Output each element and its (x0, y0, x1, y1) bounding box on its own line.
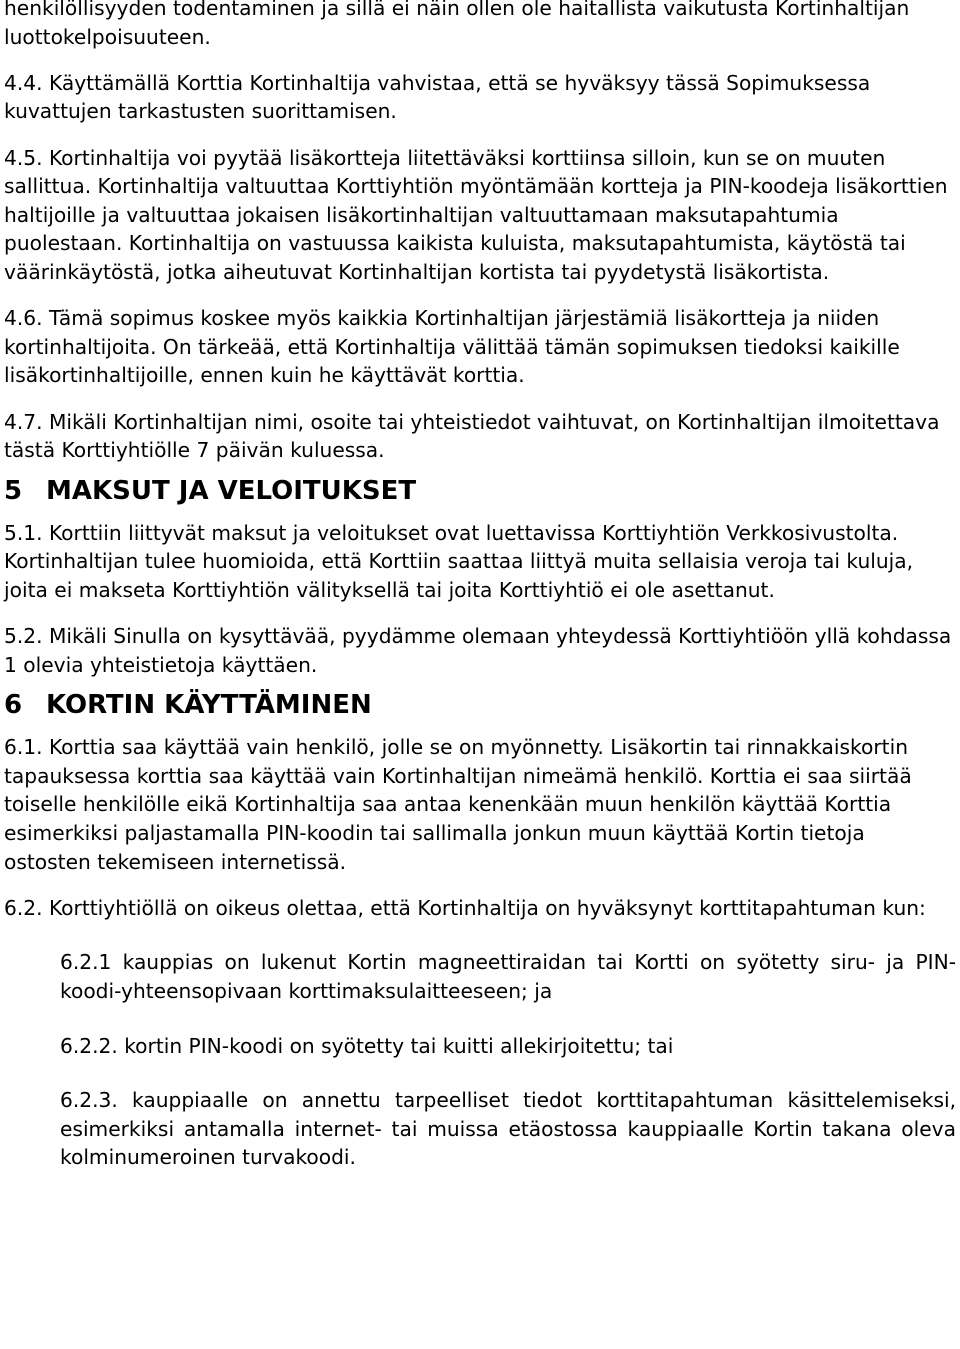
section-6-heading (4, 691, 956, 719)
section-6-title: KORTIN KÄYTTÄMINEN (46, 690, 372, 721)
paragraph-4-3-continued: henkilöllisyyden todentaminen ja sillä ei näin ollen ole haitallista vaikutusta Kortinhaltijan luottokelpoisuuteen. (4, 0, 910, 49)
subparagraph-6-2-3: 6.2.3. kauppiaalle on annettu tarpeelliset tiedot korttitapahtuman käsittelemiseksi, esimerkiksi antamalla internet- tai muissa etäostossa kauppiaalle Kortin takana oleva kolminumeroinen turvakoodi. (60, 1088, 956, 1170)
document-page (4, 0, 956, 1172)
section-5-title: MAKSUT JA VELOITUKSET (46, 475, 417, 506)
paragraph-4-5: 4.5. Kortinhaltija voi pyytää lisäkortteja liitettäväksi korttiinsa silloin, kun se on muuten sallittua. Kortinhaltija valtuuttaa Korttiyhtiön myöntämään kortteja ja PIN-koodeja lisäkorttien haltijoille ja valtuuttaa jokaisen lisäkortinhaltijan valtuuttamaan maksutapahtumia puolestaan. Kortinhaltija on vastuussa kaikista kuluista, maksutapahtumista, käytöstä tai väärinkäytöstä, jotka aiheutuvat Kortinhaltijan kortista tai pyydetystä lisäkortista. (4, 145, 948, 284)
paragraph-4-4: 4.4. Käyttämällä Korttia Kortinhaltija vahvistaa, että se hyväksyy tässä Sopimuksessa kuvattujen tarkastusten suorittamisen. (4, 70, 871, 124)
section-5-heading (4, 477, 956, 505)
paragraph-6-1: 6.1. Korttia saa käyttää vain henkilö, jolle se on myönnetty. Lisäkortin tai rinnakkaiskortin tapauksessa korttia saa käyttää vain Kortinhaltijan nimeämä henkilö. Korttia ei saa siirtää toiselle henkilölle eikä Kortinhaltija saa antaa kenenkään muun henkilön käyttää Korttia esimerkiksi paljastamalla PIN-koodin tai sallimalla jonkun muun käyttää Kortin tietoja ostosten tekemiseen internetissä. (4, 735, 912, 874)
paragraph-4-7: 4.7. Mikäli Kortinhaltijan nimi, osoite tai yhteistiedot vaihtuvat, on Kortinhaltijan ilmoitettava tästä Korttiyhtiölle 7 päivän kuluessa. (4, 409, 940, 463)
paragraph-4-6: 4.6. Tämä sopimus koskee myös kaikkia Kortinhaltijan järjestämiä lisäkortteja ja niiden kortinhaltijoita. On tärkeää, että Kortinhaltija välittää tämän sopimuksen tiedoksi kaikille lisäkortinhaltijoille, ennen kuin he käyttävät korttia. (4, 306, 900, 388)
paragraph-6-2: 6.2. Korttiyhtiöllä on oikeus olettaa, että Kortinhaltija on hyväksynyt korttitapahtuman kun: (4, 895, 926, 920)
subparagraph-6-2-2: 6.2.2. kortin PIN-koodi on syötetty tai kuitti allekirjoitettu; tai (60, 1033, 674, 1058)
paragraph-5-2: 5.2. Mikäli Sinulla on kysyttävää, pyydämme olemaan yhteydessä Korttiyhtiöön yllä kohdassa 1 olevia yhteistietoja käyttäen. (4, 624, 952, 677)
section-5-number: 5 (4, 475, 23, 506)
section-6-number: 6 (4, 690, 23, 721)
subparagraph-6-2-1: 6.2.1 kauppias on lukenut Kortin magneettiraidan tai Kortti on syötetty siru- ja PIN-koodi-yhteensopivaan korttimaksulaitteeseen; ja (60, 950, 956, 1003)
paragraph-5-1: 5.1. Korttiin liittyvät maksut ja veloitukset ovat luettavissa Korttiyhtiön Verkkosivustolta. Kortinhaltijan tulee huomioida, että Korttiin saattaa liittyä muita sellaisia veroja tai kuluja, joita ei makseta Korttiyhtiön välityksellä tai joita Korttiyhtiö ei ole asettanut. (4, 520, 914, 602)
